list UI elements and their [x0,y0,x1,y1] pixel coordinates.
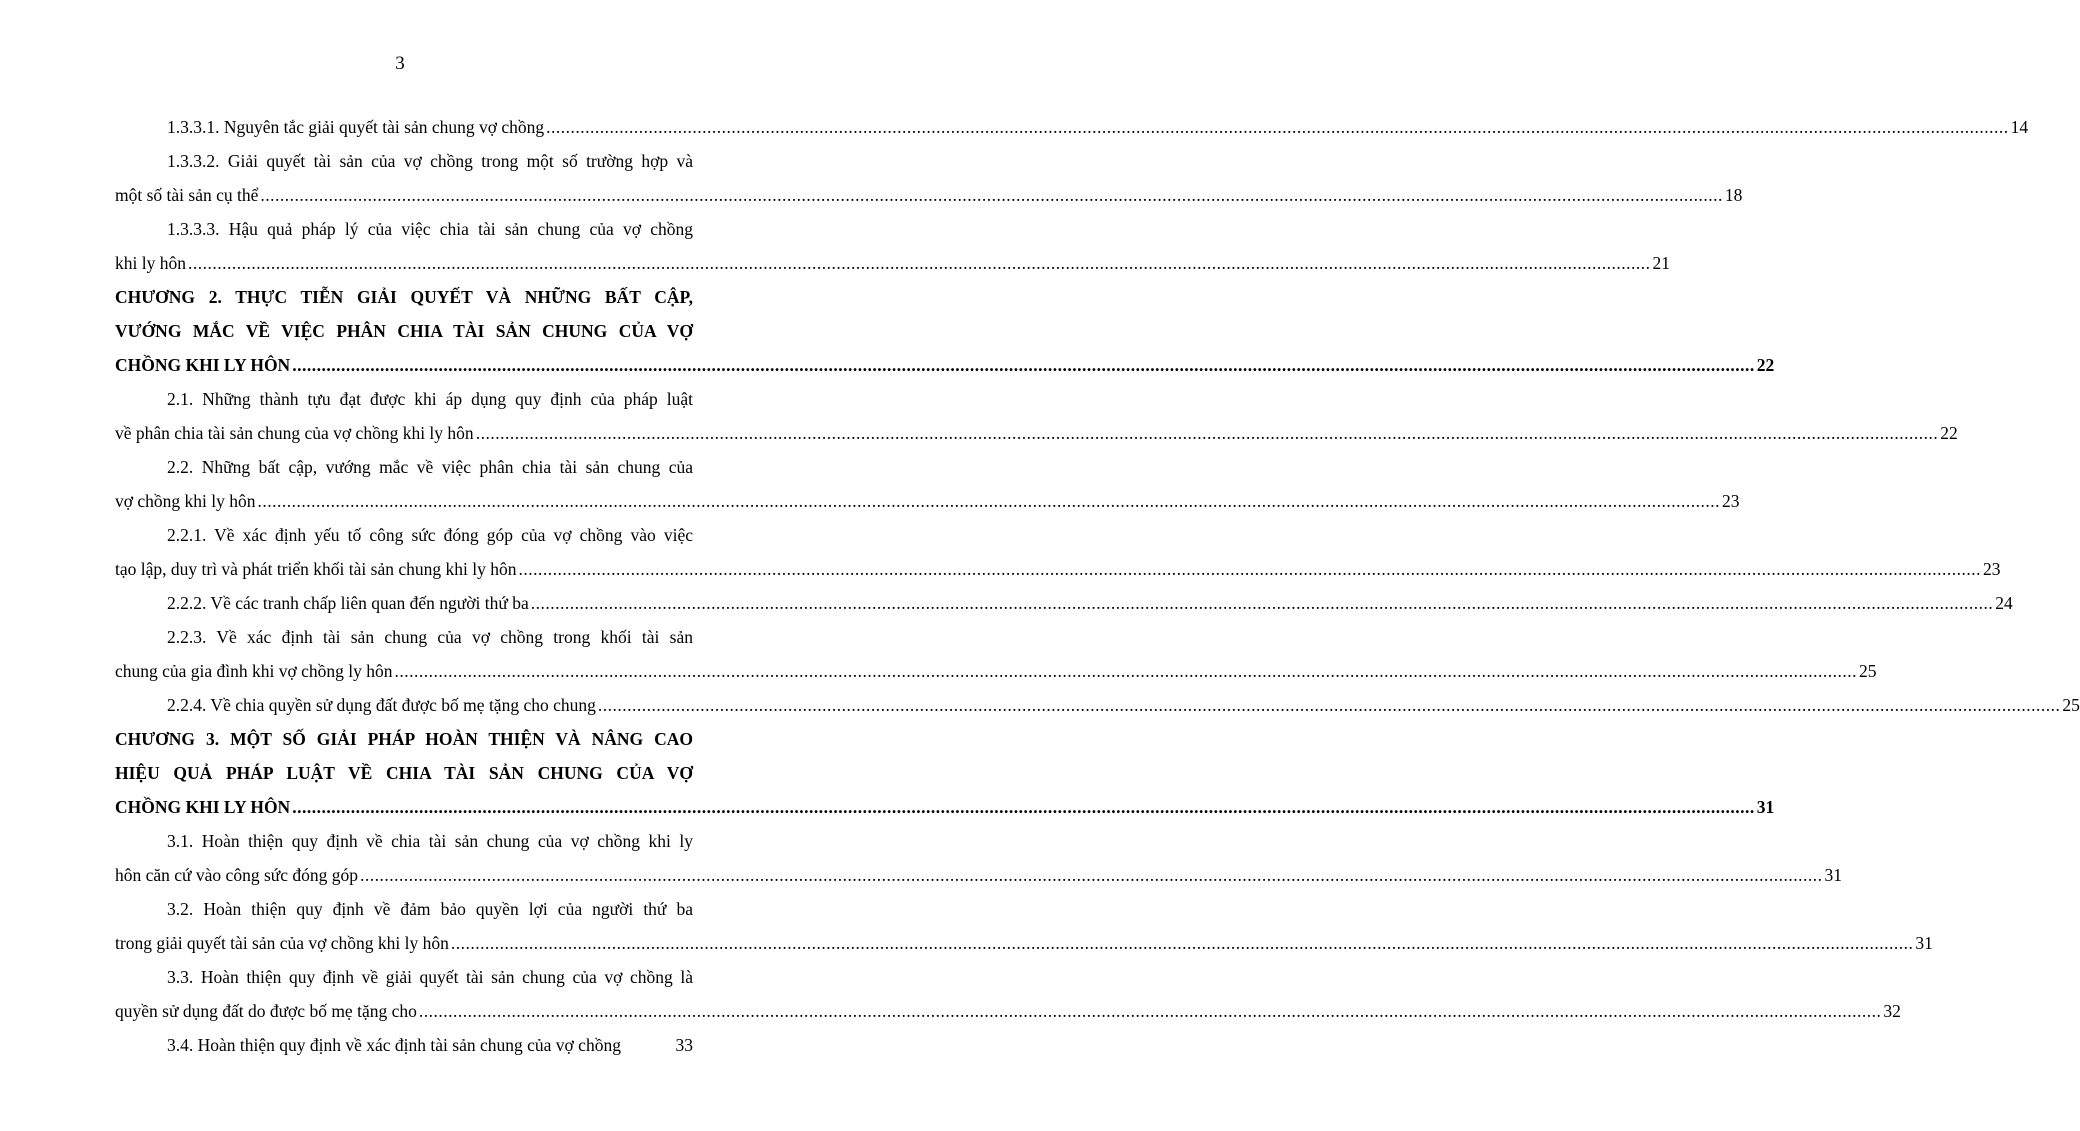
toc-page-number: 21 [1652,253,1670,273]
toc-leader-dots: ............................................................................................................................................................................................................................................................................................................ [546,117,2009,137]
toc-entry [115,110,2029,144]
toc-entry [115,382,1958,450]
toc-page-number: 14 [2010,117,2029,137]
toc-entry-text: VƯỚNG MẮC VỀ VIỆC PHÂN CHIA TÀI SẢN CHUNG CỦA VỢ [115,321,693,341]
toc-leader-dots: ............................................................................................................................................................................................................................................................................................................ [418,1001,1882,1021]
toc-entry-text: vợ chồng khi ly hôn [115,491,256,511]
toc-entry-text: 1.3.3.2. Giải quyết tài sản của vợ chồng trong một số trường hợp và [167,151,693,171]
toc-entry-text: HIỆU QUẢ PHÁP LUẬT VỀ CHIA TÀI SẢN CHUNG CỦA VỢ [115,763,693,783]
toc-leader-dots: ............................................................................................................................................................................................................................................................................................................ [475,423,1939,443]
toc-page-number: 18 [1724,185,1743,205]
toc-entry-text: một số tài sản cụ thể [115,185,259,205]
toc-page-number: 33 [675,1035,693,1055]
table-of-contents [115,110,2080,1062]
toc-entry-text: 2.2.3. Về xác định tài sản chung của vợ chồng trong khối tài sản [167,627,693,647]
toc-entry-text: 2.2.1. Về xác định yếu tố công sức đóng góp của vợ chồng vào việc [167,525,693,545]
toc-page-number: 24 [1995,593,2013,613]
toc-entry [115,586,2013,620]
toc-entry [115,144,1743,212]
toc-leader-dots: ............................................................................................................................................................................................................................................................................................................ [450,933,1914,953]
toc-leader-dots: ............................................................................................................................................................................................................................................................................................................ [360,865,1823,885]
toc-chapter [115,280,1775,382]
toc-page-number: 31 [1824,865,1843,885]
toc-leader-dots: ............................................................................................................................................................................................................................................................................................................ [292,355,1755,375]
toc-page-number: 23 [1982,559,2001,579]
toc-entry [115,824,1843,892]
toc-page-number: 22 [1940,423,1958,443]
toc-entry [115,960,1901,1028]
toc-leader-dots: ............................................................................................................................................................................................................................................................................................................ [260,185,1723,205]
toc-entry-text: CHỒNG KHI LY HÔN [115,797,291,817]
toc-entry-text: tạo lập, duy trì và phát triển khối tài sản chung khi ly hôn [115,559,517,579]
toc-entry-text: chung của gia đình khi vợ chồng ly hôn [115,661,393,681]
toc-entry-text: CHƯƠNG 2. THỰC TIỄN GIẢI QUYẾT VÀ NHỮNG BẤT CẬP, [115,287,693,307]
toc-leader-dots: ............................................................................................................................................................................................................................................................................................................ [257,491,1720,511]
toc-entry-text: 2.2. Những bất cập, vướng mắc về việc phân chia tài sản chung của [167,457,693,477]
toc-page-number: 25 [1859,661,1877,681]
toc-chapter [115,722,1775,824]
toc-entry [115,620,1877,688]
toc-entry-text: 1.3.3.3. Hậu quả pháp lý của việc chia tài sản chung của vợ chồng [167,219,693,239]
toc-page-number: 22 [1756,355,1775,375]
toc-entry-text: 3.3. Hoàn thiện quy định về giải quyết tài sản chung của vợ chồng là [167,967,693,987]
toc-entry-text: trong giải quyết tài sản của vợ chồng khi ly hôn [115,933,449,953]
toc-page-number: 25 [2062,695,2080,715]
toc-entry [115,212,1670,280]
toc-entry-text: 2.2.4. Về chia quyền sử dụng đất được bố mẹ tặng cho chung [167,695,596,715]
toc-entry-text: khi ly hôn [115,253,186,273]
toc-leader-dots: ............................................................................................................................................................................................................................................................................................................ [597,695,2061,715]
toc-entry-text: CHƯƠNG 3. MỘT SỐ GIẢI PHÁP HOÀN THIỆN VÀ NÂNG CAO [115,729,693,749]
toc-leader-dots: ............................................................................................................................................................................................................................................................................................................ [292,797,1755,817]
toc-entry [115,688,2080,722]
toc-leader-dots: ............................................................................................................................................................................................................................................................................................................ [187,253,1651,273]
toc-page-number: 31 [1756,797,1775,817]
toc-entry-text: 3.2. Hoàn thiện quy định về đảm bảo quyền lợi của người thứ ba [167,899,693,919]
toc-entry [115,892,1933,960]
toc-entry-text: quyền sử dụng đất do được bố mẹ tặng cho [115,1001,417,1021]
toc-page-number: 31 [1915,933,1933,953]
toc-entry-text: CHỒNG KHI LY HÔN [115,355,291,375]
toc-entry-text: 2.2.2. Về các tranh chấp liên quan đến người thứ ba [167,593,529,613]
toc-entry-text: 3.4. Hoàn thiện quy định về xác định tài sản chung của vợ chồng [167,1035,621,1055]
toc-leader-dots: ............................................................................................................................................................................................................................................................................................................ [530,593,1994,613]
toc-entry-text: về phân chia tài sản chung của vợ chồng khi ly hôn [115,423,474,443]
toc-page-number: 23 [1722,491,1740,511]
toc-entry [115,450,1740,518]
page-number: 3 [395,53,405,74]
toc-entry-text: hôn căn cứ vào công sức đóng góp [115,865,359,885]
toc-entry-text: 3.1. Hoàn thiện quy định về chia tài sản chung của vợ chồng khi ly [167,831,693,851]
toc-entry-text: 2.1. Những thành tựu đạt được khi áp dụng quy định của pháp luật [167,389,693,409]
toc-leader-dots: ............................................................................................................................................................................................................................................................................................................ [518,559,1981,579]
toc-leader-dots: ............................................................................................................................................................................................................................................................................................................ [394,661,1858,681]
toc-page-number: 32 [1883,1001,1901,1021]
toc-entry-text: 1.3.3.1. Nguyên tắc giải quyết tài sản chung vợ chồng [167,117,545,137]
toc-entry [115,1028,693,1062]
toc-entry [115,518,2001,586]
